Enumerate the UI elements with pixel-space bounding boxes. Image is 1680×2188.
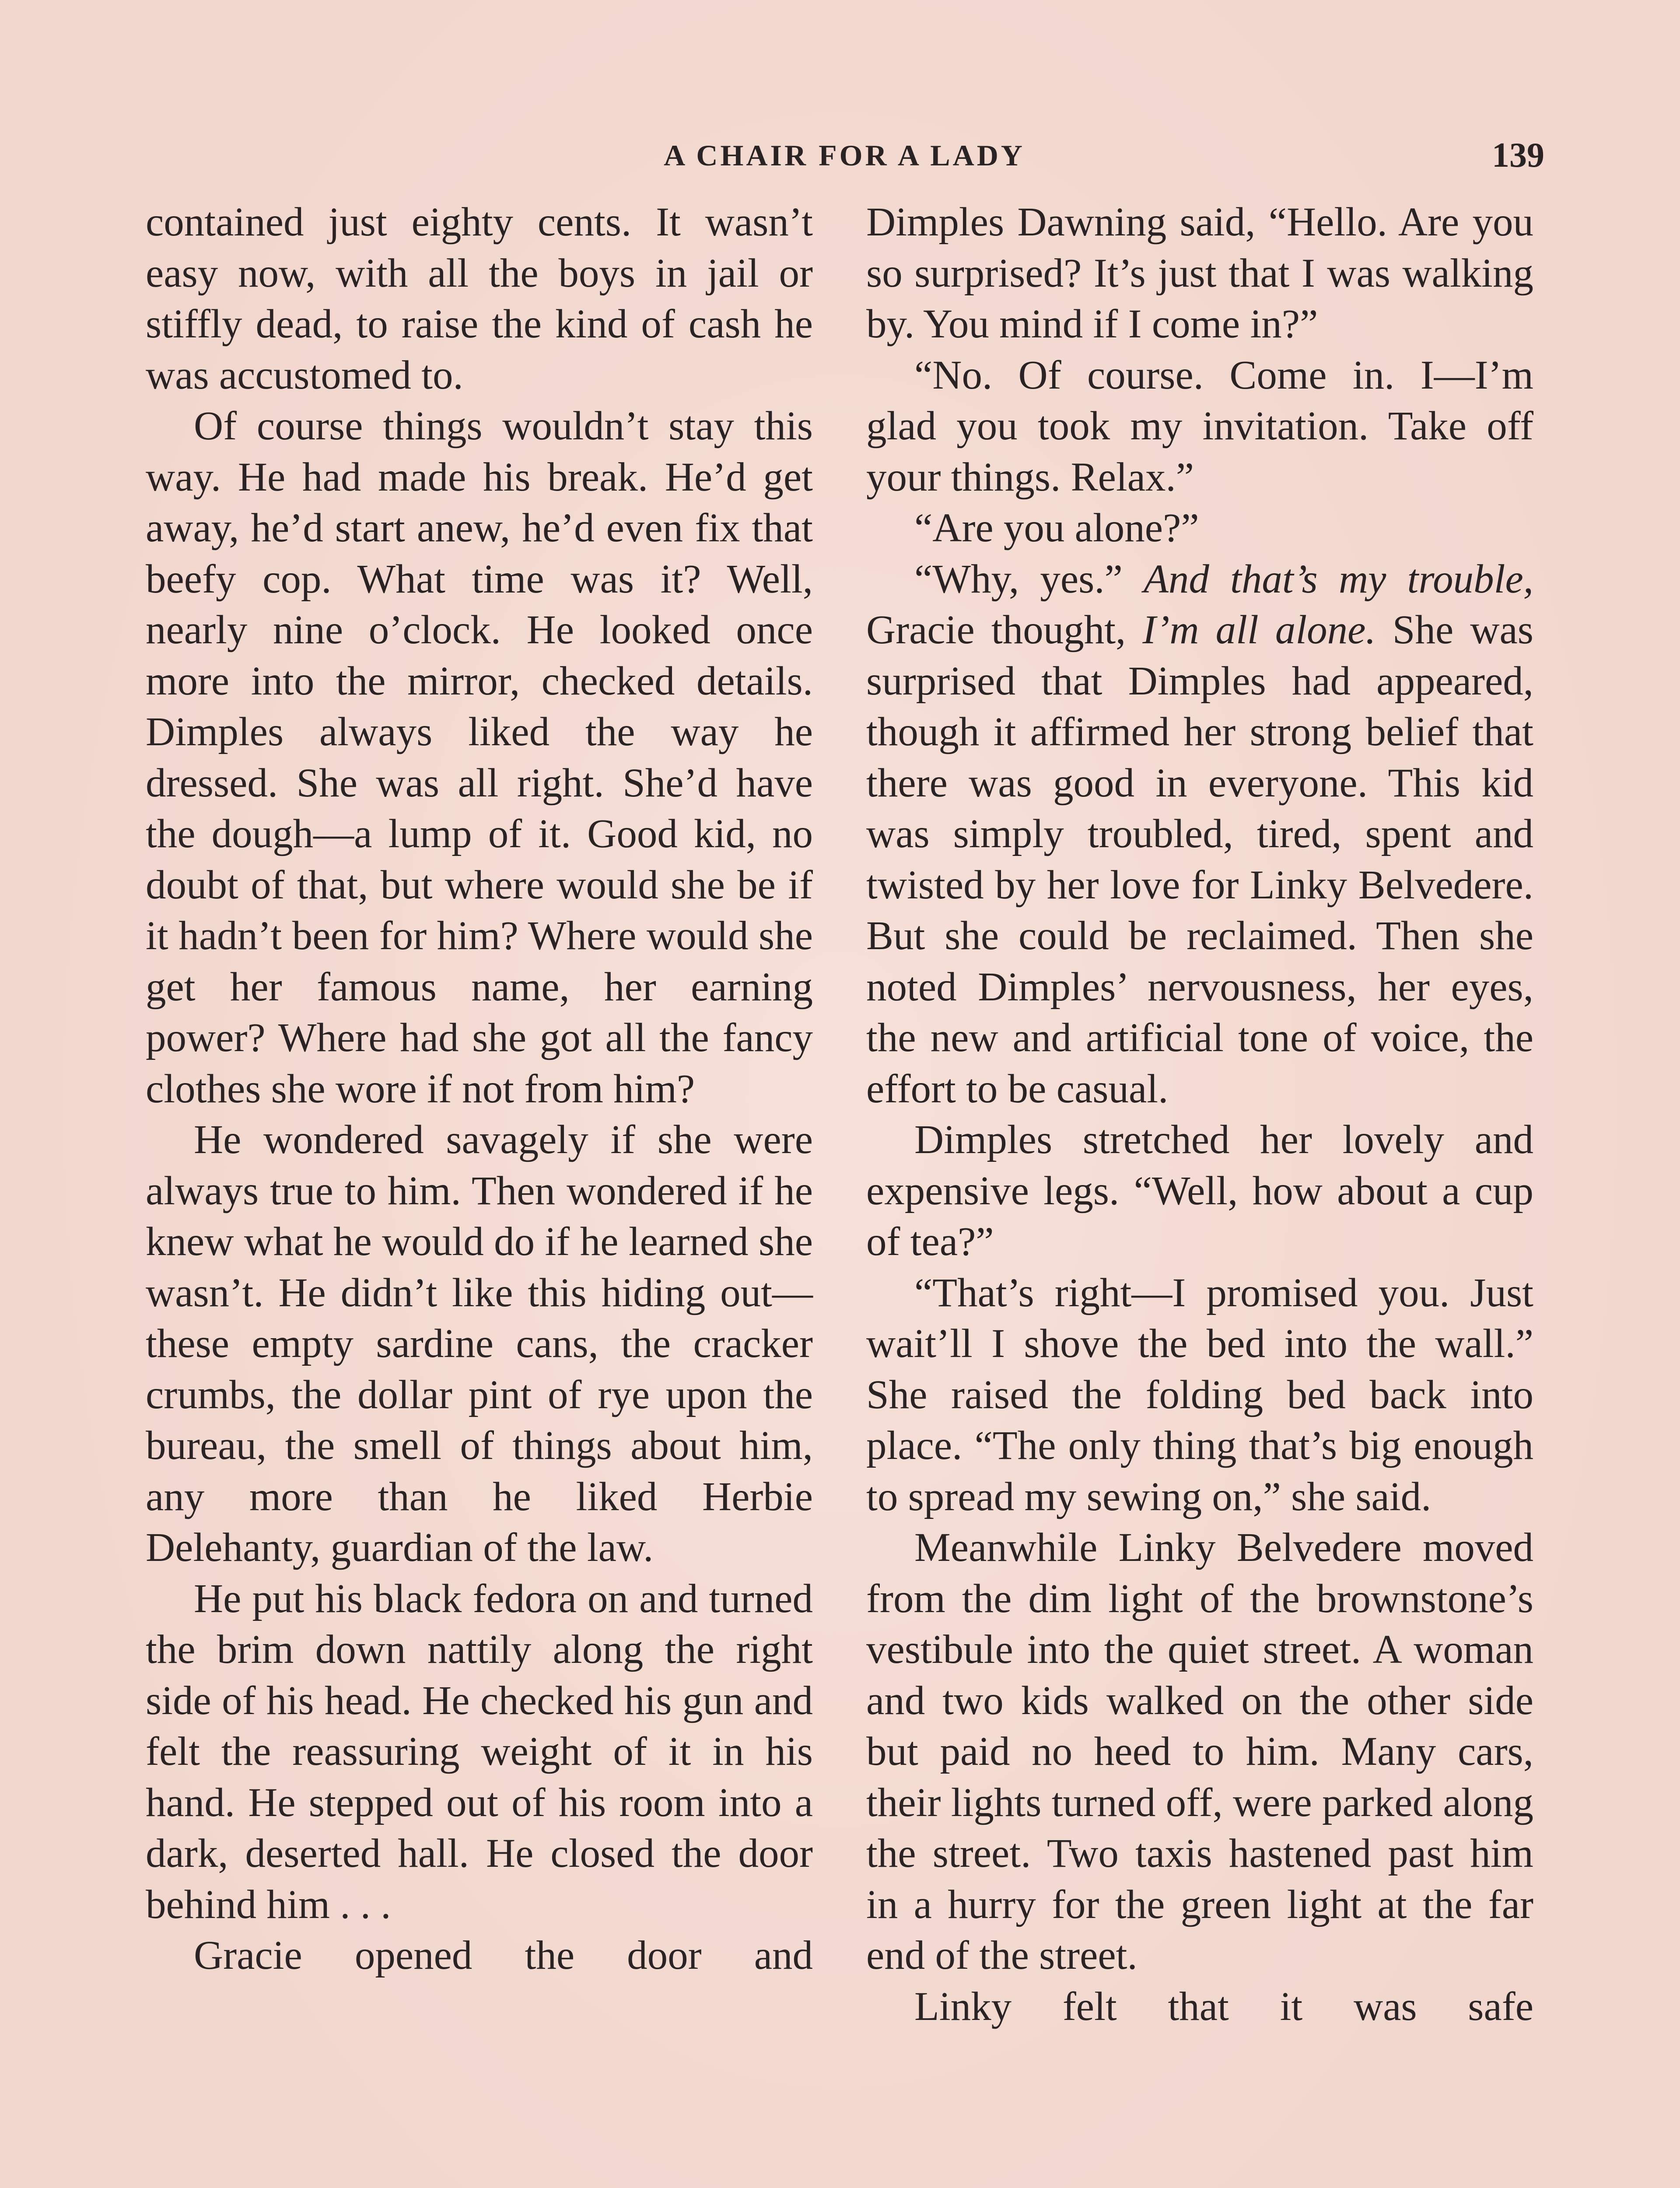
page-number: 139 [1492, 136, 1544, 175]
paragraph: Meanwhile Linky Belvedere moved from the dim light of the brownstone’s vestibule into the quiet street. A woman and two kids walked on the other side but paid no heed to him. Many cars, their lights turned off, were parked along the street. Two taxis hastened past him in a hurry for the green light at the far end of the street. [866, 1525, 1533, 1978]
paragraph: “No. Of course. Come in. I—I’m glad you took my invitation. Take off your things. Relax.” [866, 352, 1533, 500]
right-column [866, 197, 1533, 2032]
paragraph: Dimples stretched her lovely and expensive legs. “Well, how about a cup of tea?” [866, 1117, 1533, 1264]
paragraph: “That’s right—I promised you. Just wait’ll I shove the bed into the wall.” She raised the folding bed back into place. “The only thing that’s big enough to spread my sewing on,” she said. [866, 1270, 1533, 1519]
paragraph: He put his black fedora on and turned the brim down nattily along the right side of his head. He checked his gun and felt the reassuring weight of it in his hand. He stepped out of his room into a dark, deserted hall. He closed the door behind him . . . [146, 1576, 813, 1927]
italic-thought: I’m all alone. [1142, 607, 1376, 652]
italic-thought: And that’s my trouble, [1144, 556, 1534, 602]
running-head [144, 131, 1544, 179]
running-title: A CHAIR FOR A LADY [664, 139, 1025, 172]
paragraph: Linky felt that it was safe [914, 1984, 1533, 2029]
paragraph: Gracie opened the door and [194, 1933, 813, 1978]
left-column [146, 197, 813, 1981]
paragraph-text: Gracie thought, [866, 607, 1126, 652]
paragraph-text: She was surprised that Dimples had appeared, though it affirmed her strong belief that there was good in everyone. This kid was simply troubled, tired, spent and twisted by her love for Linky Belvedere. But she could be reclaimed. Then she noted Dimples’ nervousness, her eyes, the new and artificial tone of voice, the effort to be casual. [866, 607, 1533, 1112]
paragraph: contained just eighty cents. It wasn’t easy now, with all the boys in jail or stiffly dead, to raise the kind of cash he was accustomed to. [146, 200, 813, 398]
paragraph: Dimples Dawning said, “Hello. Are you so surprised? It’s just that I was walking by. You mind if I come in?” [866, 200, 1533, 347]
paragraph: “Are you alone?” [914, 505, 1199, 551]
paragraph: Of course things wouldn’t stay this way. He had made his break. He’d get away, he’d start anew, he’d even fix that beefy cop. What time was it? Well, nearly nine o’clock. He looked once more into the mirror, checked details. Dimples always liked the way he dressed. She was all right. She’d have the dough—a lump of it. Good kid, no doubt of that, but where would she be if it hadn’t been for him? Where would she get her famous name, her earning power? Where had she got all the fancy clothes she wore if not from him? [146, 403, 813, 1112]
paragraph-text: “Why, yes.” [914, 556, 1123, 602]
paragraph [866, 554, 1533, 1115]
paragraph: He wondered savagely if she were always true to him. Then wondered if he knew what he would do if he learned she wasn’t. He didn’t like this hiding out—these empty sardine cans, the cracker crumbs, the dollar pint of rye upon the bureau, the smell of things about him, any more than he liked Herbie Delehanty, guardian of the law. [146, 1117, 813, 1570]
